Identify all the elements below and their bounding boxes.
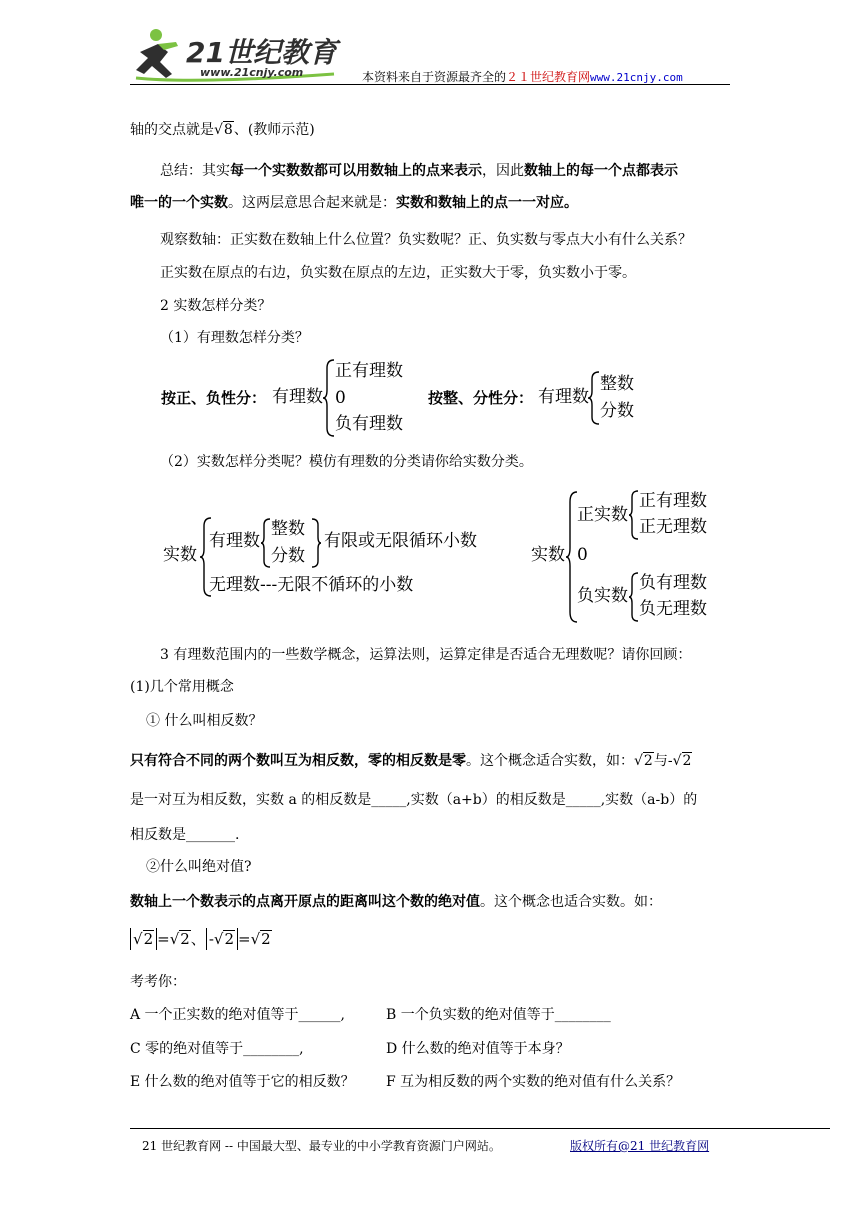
absolute-value-example: √2 =√2、 -√2 =√2 <box>130 928 272 950</box>
question-3-1: (1)几个常用概念 <box>130 679 234 695</box>
question-2: 2 实数怎样分类？ <box>160 298 272 314</box>
brace-close-icon <box>310 517 322 569</box>
class1-item-pos: 正有理数 <box>335 361 403 381</box>
concept-1-line-3: 相反数是_______. <box>130 827 240 843</box>
concept-2-definition: 数轴上一个数表示的点离开原点的距离叫这个数的绝对值。这个概念也适合实数。如： <box>130 894 662 910</box>
class2-item-frac: 分数 <box>600 401 634 421</box>
concept-1-line-2: 是一对互为相反数，实数 a 的相反数是_____,实数（a+b）的相反数是_____,实数（a-b）的 <box>130 792 698 808</box>
concept-1-title: ① 什么叫相反数？ <box>146 713 263 729</box>
footer-rule <box>130 1128 830 1129</box>
question-2-1: （1）有理数怎样分类？ <box>160 330 309 346</box>
test-heading: 考考你： <box>130 974 186 990</box>
concept-1-definition: 只有符合不同的两个数叫互为相反数，零的相反数是零。这个概念适合实数，如：√2与-√2 <box>130 753 692 769</box>
question-c: C 零的绝对值等于________, <box>130 1041 304 1057</box>
question-3: 3 有理数范围内的一些数学概念，运算法则，运算定律是否适合无理数呢？请你回顾： <box>160 647 692 663</box>
intro-line: 轴的交点就是√8、(教师示范) <box>130 122 315 138</box>
summary-line-2: 唯一的一个实数。这两层意思合起来就是：实数和数轴上的点一一对应。 <box>130 195 578 211</box>
header-tagline: 本资料来自于资源最齐全的２１世纪教育网www.21cnjy.com <box>362 70 683 84</box>
observe-question: 观察数轴：正实数在数轴上什么位置？负实数呢？正、负实数与零点大小有什么关系？ <box>160 232 692 248</box>
concept-2-title: ②什么叫绝对值? <box>146 859 252 875</box>
class1-item-neg: 负有理数 <box>335 414 403 434</box>
svg-text:21世纪教育: 21世纪教育 <box>186 36 337 69</box>
question-2-2: （2）实数怎样分类呢？模仿有理数的分类请你给实数分类。 <box>160 454 533 470</box>
question-d: D 什么数的绝对值等于本身？ <box>386 1041 570 1057</box>
question-e: E 什么数的绝对值等于它的相反数？ <box>130 1074 355 1090</box>
brace-icon <box>587 370 601 426</box>
question-b: B 一个负实数的绝对值等于________ <box>386 1007 611 1023</box>
header-rule <box>130 84 730 85</box>
summary-line-1: 总结：其实每一个实数数都可以用数轴上的点来表示，因此数轴上的每一个点都表示 <box>160 163 678 179</box>
question-a: A 一个正实数的绝对值等于______, <box>130 1007 346 1023</box>
copyright-link[interactable]: 版权所有@21 世纪教育网 <box>570 1139 710 1153</box>
brace-icon <box>322 358 336 438</box>
logo-icon <box>134 26 344 84</box>
observe-answer: 正实数在原点的右边，负实数在原点的左边，正实数大于零，负实数小于零。 <box>160 265 636 281</box>
logo-url: www.21cnjy.com <box>200 66 304 79</box>
question-f: F 互为相反数的两个实数的绝对值有什么关系？ <box>386 1074 681 1090</box>
footer-text: 21 世纪教育网 -- 中国最大型、最专业的中小学教育资源门户网站。 <box>142 1139 501 1153</box>
class2-item-int: 整数 <box>600 374 634 394</box>
class1-item-zero: 0 <box>335 388 346 408</box>
